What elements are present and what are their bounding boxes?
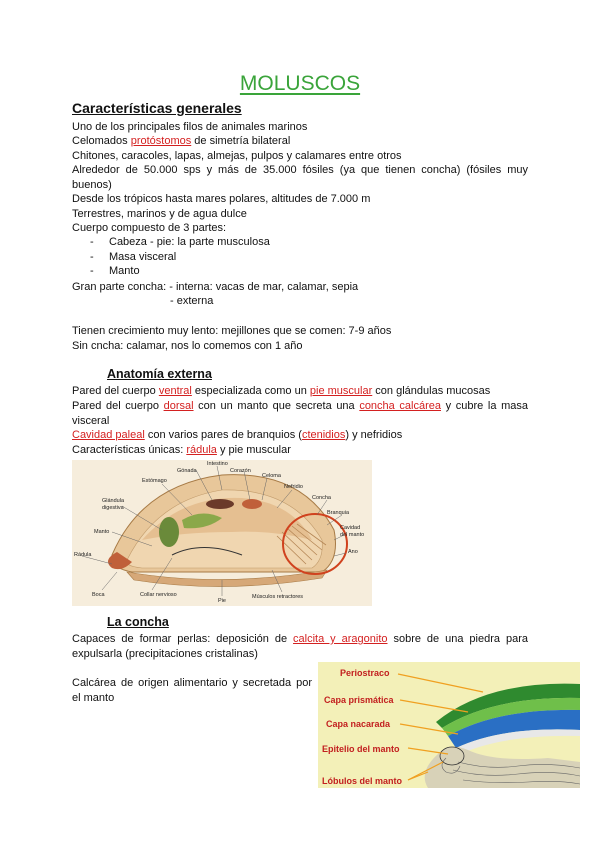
label-cavidad: Cavidad xyxy=(340,525,361,531)
text-line xyxy=(72,384,490,399)
bullet-dash: - xyxy=(90,265,94,277)
label-intestino: Intestino xyxy=(207,461,228,467)
text-paragraph xyxy=(72,399,528,428)
label-capa-nacarada: Capa nacarada xyxy=(326,719,391,729)
gonad xyxy=(206,499,234,509)
label-corazon: Corazón xyxy=(230,468,251,474)
label-digestiva: digestiva xyxy=(102,505,124,511)
text-span: Celomados xyxy=(72,135,131,147)
text-span: Pared del cuerpo xyxy=(72,385,159,397)
shell-layers-figure xyxy=(318,662,580,788)
term-pie-muscular: pie muscular xyxy=(309,385,373,397)
text-line xyxy=(72,428,402,443)
term-cavidad-paleal: Cavidad paleal xyxy=(72,429,145,441)
term-calcita-aragonito: calcita y aragonito xyxy=(293,633,388,645)
label-concha: Concha xyxy=(312,495,331,501)
label-branquia: Branquia xyxy=(327,510,350,516)
section-heading-caracteristicas: Características generales xyxy=(72,100,242,116)
text-span: Pared del cuerpo xyxy=(72,400,164,412)
text-line: Gran parte concha: - interna: vacas de mar, calamar, sepia xyxy=(72,281,359,293)
text-line: Desde los trópicos hasta mares polares, altitudes de 7.000 m xyxy=(72,193,371,205)
label-nefridio: Nefridio xyxy=(284,484,303,490)
text-paragraph xyxy=(72,632,528,661)
section-heading-anatomia: Anatomía externa xyxy=(107,367,212,381)
text-line: Cuerpo compuesto de 3 partes: xyxy=(72,222,227,234)
text-span: Características únicas: xyxy=(72,444,187,456)
label-capa-prismatica: Capa prismática xyxy=(324,695,394,705)
term-concha-calcarea: concha calcárea xyxy=(359,400,441,412)
text-line: Sin cncha: calamar, nos lo comemos con 1 año xyxy=(72,340,303,352)
label-radula: Rádula xyxy=(74,552,92,558)
section-heading-concha: La concha xyxy=(107,615,169,629)
text-span: y cubre la masa visceral xyxy=(72,400,529,427)
text-paragraph: Alrededor de 50.000 sps y más de 35.000 fósiles (ya que tienen concha) (fósiles muy buenos) xyxy=(72,164,528,191)
label-celoma: Celoma xyxy=(262,473,281,479)
mollusc-anatomy-figure xyxy=(72,460,372,606)
label-collar-nervioso: Collar nervioso xyxy=(140,592,177,598)
text-span: Capaces de formar perlas: deposición de xyxy=(72,633,294,645)
list-item: Cabeza - pie: la parte musculosa xyxy=(109,236,270,248)
text-span: de simetría bilateral xyxy=(191,135,291,147)
label-epitelio-manto: Epitelio del manto xyxy=(322,744,400,754)
text-span: con un manto que secreta una xyxy=(193,400,360,412)
label-glandula: Glándula xyxy=(102,498,125,504)
text-line: - externa xyxy=(170,295,214,307)
page-title: MOLUSCOS xyxy=(239,72,361,95)
term-radula: rádula xyxy=(186,444,217,456)
label-boca: Boca xyxy=(92,592,105,598)
digestive-gland xyxy=(159,517,179,547)
label-musculos: Músculos retractores xyxy=(252,594,304,600)
text-line xyxy=(72,134,290,149)
text-span: sobre de una piedra para expulsarla (precipitaciones cristalinas) xyxy=(72,633,528,660)
list-item: Manto xyxy=(109,265,140,277)
list-item: Masa visceral xyxy=(109,251,177,263)
label-del-manto: del manto xyxy=(340,532,365,538)
text-line xyxy=(72,443,291,458)
text-span: con glándulas mucosas xyxy=(372,385,491,397)
label-ano: Ano xyxy=(348,549,358,555)
text-span: y pie muscular xyxy=(216,444,291,456)
label-periostraco: Periostraco xyxy=(340,668,390,678)
text-line: Chitones, caracoles, lapas, almejas, pulpos y calamares entre otros xyxy=(72,150,402,162)
term-ventral: ventral xyxy=(158,385,192,397)
text-line: Terrestres, marinos y de agua dulce xyxy=(72,208,247,220)
text-line: Uno de los principales filos de animales marinos xyxy=(72,121,308,133)
text-line: Tienen crecimiento muy lento: mejillones que se comen: 7-9 años xyxy=(72,325,392,337)
term-protostomos: protóstomos xyxy=(130,135,192,147)
text-span: ) y nefridios xyxy=(345,429,403,441)
term-dorsal: dorsal xyxy=(163,400,194,412)
text-span: especializada como un xyxy=(191,385,310,397)
term-ctenidios: ctenidios xyxy=(301,429,346,441)
text-paragraph: Calcárea de origen alimentario y secretada por el manto xyxy=(72,677,312,704)
heart xyxy=(242,499,262,509)
label-gonada: Gónada xyxy=(177,468,197,474)
text-span: con varios pares de branquios ( xyxy=(144,429,302,441)
label-lobulos-manto: Lóbulos del manto xyxy=(322,776,402,786)
bullet-dash: - xyxy=(90,236,94,248)
label-pie: Pie xyxy=(218,598,226,604)
label-estomago: Estómago xyxy=(142,478,167,484)
label-manto: Manto xyxy=(94,529,110,535)
bullet-dash: - xyxy=(90,251,94,263)
